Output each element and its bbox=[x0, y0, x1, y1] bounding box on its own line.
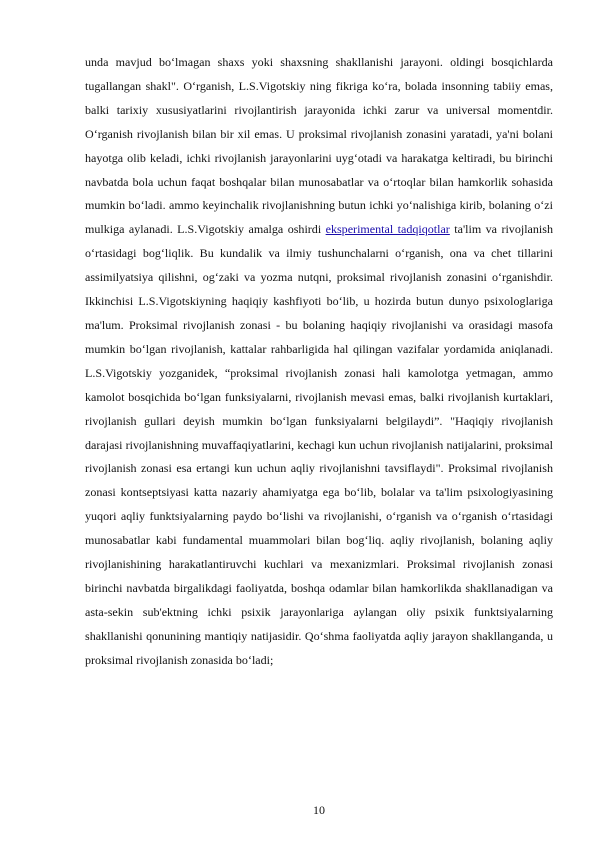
eksperimental-tadqiqotlar-link[interactable]: eksperimental tadqiqotlar bbox=[325, 222, 450, 237]
page-number: 10 bbox=[313, 803, 325, 817]
paragraph bbox=[85, 51, 553, 673]
text-before-link: unda mavjud bo‘lmagan shaxs yoki shaxsning shakllanishi jarayoni. oldingi bosqichlarda tugallangan shakl". O‘rganish, L.S.Vigotskiy ning fikriga ko‘ra, bolada insonning tabiiy emas, balki tarixiy xususiyatlarini rivojlantirish jarayonida ichki zarur va universal momentdir. O‘rganish rivojlanish bilan bir xil emas. U proksimal rivojlanish zonasini yaratadi, ya'ni bolani hayotga olib keladi, ichki rivojlanish jarayonlarini uyg‘otadi va harakatga keltiradi, bu birinchi navbatda bola uchun faqat boshqalar bilan munosabatlar va o‘rtoqlar bilan hamkorlik sohasida mumkin bo‘ladi. ammo keyinchalik rivojlanishning butun ichki yo‘nalishiga kirib, bolaning o‘zi mulkiga aylanadi. L.S.Vigotskiy amalga oshirdi bbox=[85, 55, 553, 237]
text-after-link: ta'lim va rivojlanish o‘rtasidagi bog‘liqlik. Bu kundalik va ilmiy tushunchalarni o‘rganish, ona va chet tillarini assimilyatsiya qilishni, og‘zaki va yozma nutqni, proksimal rivojlanish zonasini o‘rganishdir. Ikkinchisi L.S.Vigotskiyning haqiqiy kashfiyoti bo‘lib, u hozirda butun dunyo psixologlariga ma'lum. Proksimal rivojlanish zonasi - bu bolaning haqiqiy rivojlanishi va orasidagi masofa mumkin bo‘lgan rivojlanish, kattalar rahbarligida hal qilingan vazifalar yordamida aniqlanadi. L.S.Vigotskiy yozganidek, “proksimal rivojlanish zonasi hali kamolotga yetmagan, ammo kamolot bosqichida bo‘lgan funksiyalarni, rivojlanish mevasi emas, balki rivojlanish kurtaklari, rivojlanish gullari deyish mumkin bo‘lgan funksiyalarni belgilaydi”. "Haqiqiy rivojlanish darajasi rivojlanishning muvaffaqiyatlarini, kechagi kun uchun rivojlanish natijalarini, proksimal rivojlanish zonasi esa ertangi kun uchun aqliy rivojlanishni tavsiflaydi". Proksimal rivojlanish zonasi kontseptsiyasi katta nazariy ahamiyatga ega bo‘lib, bolalar va ta'lim psixologiyasining yuqori aqliy funktsiyalarning paydo bo‘lishi va rivojlanishi, o‘rganish va o‘rganish o‘rtasidagi munosabatlar kabi fundamental muammolari bilan bog‘liq. aqliy rivojlanish, bolaning aqliy rivojlanishining harakatlantiruvchi kuchlari va mexanizmlari. Proksimal rivojlanish zonasi birinchi navbatda birgalikdagi faoliyatda, boshqa odamlar bilan hamkorlikda shakllanadigan va asta-sekin sub'ektning ichki psixik jarayonlariga aylangan oliy psixik funktsiyalarning shakllanishi qonunining mantiqiy natijasidir. Qo‘shma faoliyatda aqliy jarayon shakllanganda, u proksimal rivojlanish zonasida bo‘ladi; bbox=[85, 222, 553, 667]
body-text bbox=[85, 51, 553, 673]
